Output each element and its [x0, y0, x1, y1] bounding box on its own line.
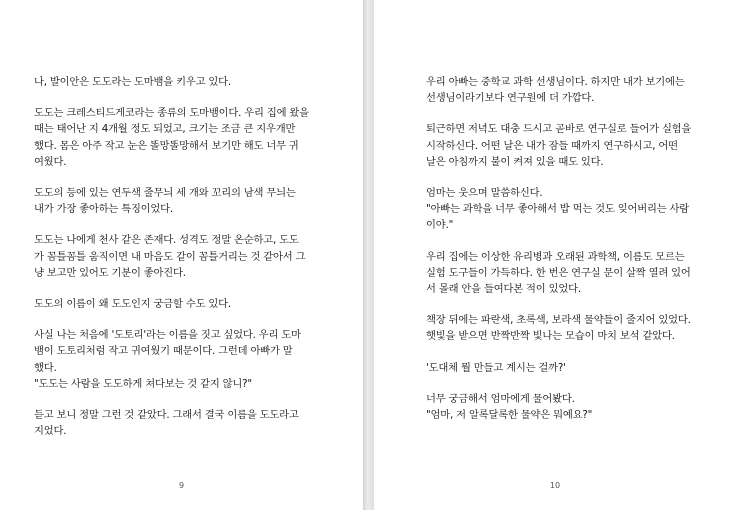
text-line: 우리 집에는 이상한 유리병과 오래된 과학책, 이름도 모르는: [426, 250, 685, 263]
text-line: 날은 아침까지 불이 켜져 있을 때도 있다.: [426, 155, 604, 168]
paragraph: [34, 185, 331, 217]
text-line: 때는 태어난 지 4개월 정도 되었고, 크기는 조금 큰 지우개만: [34, 123, 296, 136]
text-line: 이야.": [426, 219, 454, 232]
text-line: 실험 도구들이 가득하다. 한 번은 연구실 문이 살짝 열려 있어: [426, 266, 691, 279]
text-line: "아빠는 과학을 너무 좋아해서 밥 먹는 것도 잊어버리는 사람: [426, 203, 690, 216]
text-line: "도도는 사람을 도도하게 쳐다보는 것 같지 않니?": [34, 377, 252, 390]
page-number-left: 9: [178, 481, 185, 490]
text-line: 여웠다.: [34, 155, 67, 168]
paragraph: [426, 185, 704, 234]
text-line: 도도의 등에 있는 연두색 줄무늬 세 개와 꼬리의 남색 무늬는: [34, 187, 296, 200]
text-line: '도대체 뭘 만들고 계시는 걸까?': [426, 361, 566, 374]
text-line: 시작하신다. 어떤 날은 내가 잠들 때까지 연구하시고, 어떤: [426, 139, 678, 152]
text-line: 엄마는 웃으며 말씀하신다.: [426, 187, 543, 200]
text-line: 도도의 이름이 왜 도도인지 궁금할 수도 있다.: [34, 298, 231, 311]
left-page-text: [34, 74, 331, 439]
text-line: 지었다.: [34, 425, 67, 438]
text-line: 햇빛을 받으면 반짝반짝 빛나는 모습이 마치 보석 같았다.: [426, 330, 675, 343]
text-line: 우리 아빠는 중학교 과학 선생님이다. 하지만 내가 보기에는: [426, 76, 685, 88]
left-page: [0, 0, 363, 510]
right-page-text: [426, 74, 704, 423]
text-line: 했다. 몸은 아주 작고 눈은 똘망똘망해서 보기만 해도 너무 귀: [34, 139, 299, 152]
text-line: 내가 가장 좋아하는 특징이었다.: [34, 203, 173, 216]
paragraph: [426, 74, 704, 106]
text-line: 도도는 크레스티드게코라는 종류의 도마뱀이다. 우리 집에 왔을: [34, 107, 309, 120]
page-number-right: 10: [549, 481, 561, 490]
text-line: 도도는 나에게 천사 같은 존재다. 성격도 정말 온순하고, 도도: [34, 234, 299, 247]
page-gutter: [363, 0, 374, 510]
paragraph: [426, 249, 704, 298]
text-line: 가 꼼틀꼼틀 움직이면 내 마음도 같이 꼼틀거리는 것 같아서 그: [34, 250, 306, 263]
text-line: 선생님이라기보다 연구원에 더 가깝다.: [426, 92, 595, 105]
paragraph: [34, 105, 331, 170]
text-line: 사실 나는 처음에 '도토리'라는 이름을 짓고 싶었다. 우리 도마: [34, 329, 301, 342]
paragraph: [34, 74, 331, 90]
text-line: 너무 궁금해서 엄마에게 물어봤다.: [426, 392, 575, 405]
paragraph: [34, 407, 331, 439]
right-page: [374, 0, 736, 510]
paragraph: [34, 327, 331, 392]
text-line: 퇴근하면 저녁도 대충 드시고 곧바로 연구실로 들어가 실험을: [426, 123, 692, 136]
text-line: 책장 뒤에는 파란색, 초록색, 보라색 물약들이 줄지어 있었다.: [426, 314, 691, 327]
text-line: "엄마, 저 알록달록한 물약은 뭐예요?": [426, 409, 593, 422]
paragraph: [426, 391, 704, 423]
text-line: 했다.: [34, 361, 57, 374]
text-line: 냥 보고만 있어도 기분이 좋아진다.: [34, 266, 186, 279]
text-line: 듣고 보니 정말 그런 것 같았다. 그래서 결국 이름을 도도라고: [34, 409, 299, 422]
paragraph: [426, 312, 704, 344]
paragraph: [34, 232, 331, 281]
paragraph: [426, 121, 704, 170]
text-line: 서 몰래 안을 들여다본 적이 있었다.: [426, 283, 581, 296]
paragraph: [426, 360, 704, 376]
text-line: 나, 발이안은 도도라는 도마뱀을 키우고 있다.: [34, 76, 231, 88]
text-line: 뱀이 도토리처럼 작고 귀여웠기 때문이다. 그런데 아빠가 말: [34, 345, 293, 358]
paragraph: [34, 296, 331, 312]
